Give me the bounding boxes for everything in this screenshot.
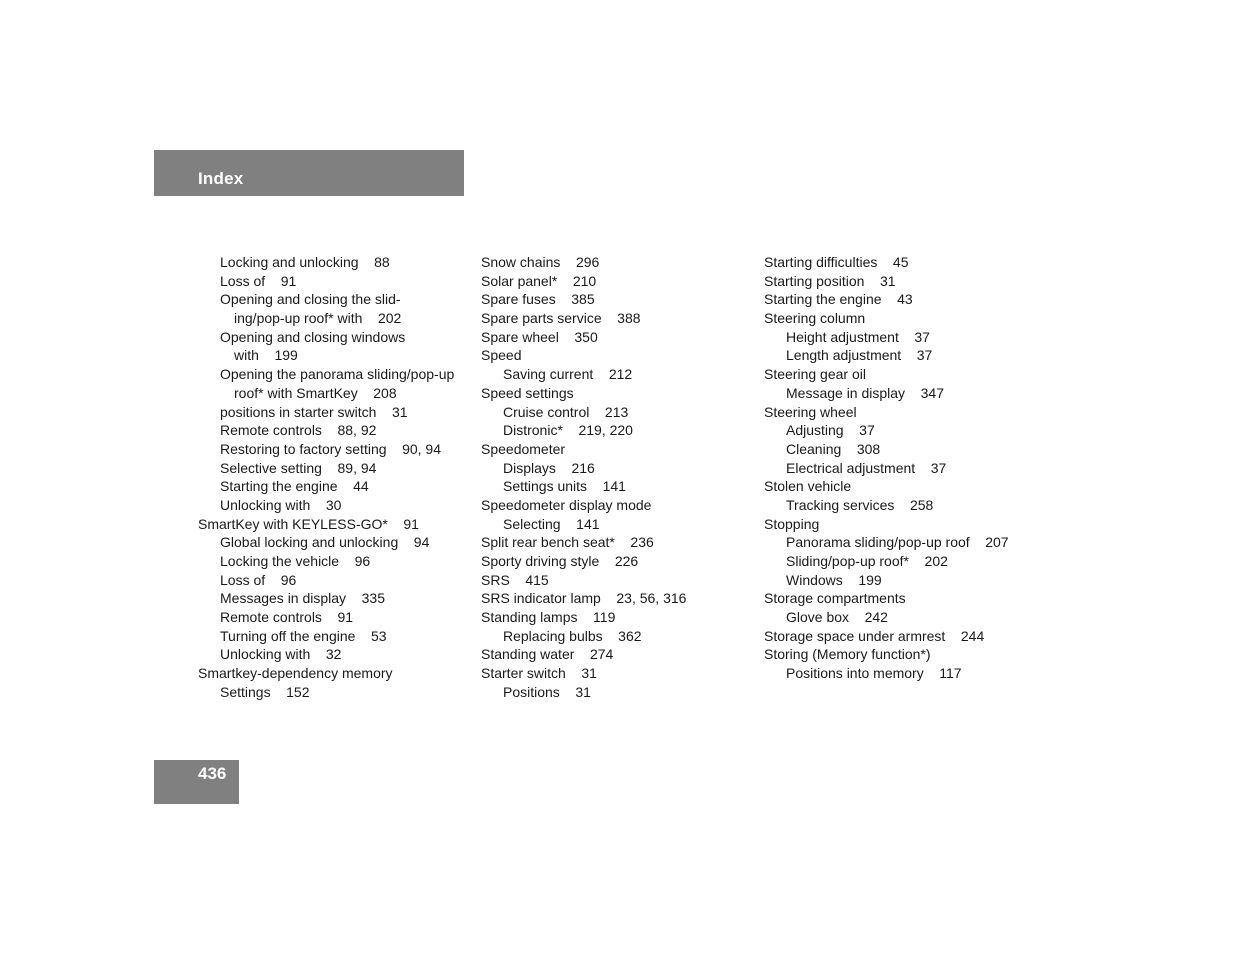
index-subentry: Settings 152 [220,683,310,700]
index-subentry: Messages in display 335 [220,590,385,607]
index-subentry: Distronic* 219, 220 [503,422,633,439]
index-subentry: Locking and unlocking 88 [220,254,390,270]
index-entry: Spare fuses 385 [481,291,595,308]
index-entry: Steering column [764,310,866,327]
index-subentry: with 199 [234,347,298,364]
index-entry: Speedometer [481,440,566,457]
page-number-tab [154,760,239,804]
index-entry: Speed [481,347,522,364]
index-entry: Solar panel* 210 [481,272,597,289]
index-entry: Snow chains 296 [481,254,600,270]
index-subentry: Electrical adjustment 37 [786,459,947,476]
index-subentry: Length adjustment 37 [786,347,933,364]
index-subentry: Locking the vehicle 96 [220,553,371,569]
index-entry: Starting difficulties 45 [764,254,909,270]
index-entry: Steering gear oil [764,366,866,383]
index-entry: Storage compartments [764,590,906,607]
index-entry: Steering wheel [764,403,857,420]
index-subentry: Global locking and unlocking 94 [220,534,430,551]
index-subentry: Tracking services 258 [786,496,934,513]
index-column-3 [764,253,1009,683]
index-subentry: Opening and closing the slid- [220,291,401,308]
index-entry: Standing lamps 119 [481,609,616,626]
index-column-1 [198,253,454,702]
index-entry: Standing water 274 [481,646,614,663]
index-column-2 [481,253,686,702]
index-subentry: Saving current 212 [503,366,633,383]
index-subentry: Adjusting 37 [786,422,875,439]
index-entry: Sporty driving style 226 [481,553,639,569]
index-subentry: Displays 216 [503,459,595,476]
index-subentry: Starting the engine 44 [220,478,369,495]
index-subentry: Turning off the engine 53 [220,627,387,644]
index-entry: Speed settings [481,384,574,401]
index-entry: Speedometer display mode [481,496,652,513]
section-title: Index [198,169,244,188]
index-subentry: Cruise control 213 [503,403,629,420]
index-subentry: Selecting 141 [503,515,600,532]
index-subentry: Cleaning 308 [786,440,881,457]
index-subentry: Windows 199 [786,571,882,588]
index-subentry: Positions into memory 117 [786,665,962,682]
index-subentry: Opening the panorama sliding/pop-up [220,366,455,383]
index-subentry: Restoring to factory setting 90, 94 [220,440,442,457]
index-subentry: Remote controls 91 [220,609,354,626]
index-entry: Spare wheel 350 [481,328,598,345]
index-subentry: Height adjustment 37 [786,328,930,345]
index-subentry: ing/pop-up roof* with 202 [234,310,402,327]
index-entry: Starter switch 31 [481,665,597,682]
index-subentry: Glove box 242 [786,609,888,626]
index-entry: SmartKey with KEYLESS-GO* 91 [198,515,419,532]
index-subentry: Remote controls 88, 92 [220,422,377,439]
index-subentry: Settings units 141 [503,478,626,495]
index-entry: Split rear bench seat* 236 [481,534,654,551]
index-subentry: Positions 31 [503,683,591,700]
index-subentry: Opening and closing windows [220,328,406,345]
index-entry: Stopping [764,515,820,532]
section-header [154,150,464,196]
index-subentry: Sliding/pop-up roof* 202 [786,553,948,569]
index-subentry: roof* with SmartKey 208 [234,384,397,401]
index-entry: Storage space under armrest 244 [764,627,985,644]
index-entry: Starting position 31 [764,272,896,289]
index-entry: SRS indicator lamp 23, 56, 316 [481,590,687,607]
index-subentry: Unlocking with 32 [220,646,342,663]
index-entry: SRS 415 [481,571,549,588]
index-subentry: positions in starter switch 31 [220,403,408,420]
index-entry: Smartkey-dependency memory [198,665,393,682]
index-subentry: Unlocking with 30 [220,496,342,513]
index-entry: Storing (Memory function*) [764,646,931,663]
index-entry: Stolen vehicle [764,478,852,495]
index-entry: Spare parts service 388 [481,310,641,327]
index-subentry: Loss of 91 [220,272,297,289]
index-entry: Starting the engine 43 [764,291,913,308]
index-subentry: Message in display 347 [786,384,944,401]
index-subentry: Selective setting 89, 94 [220,459,377,476]
index-subentry: Loss of 96 [220,571,297,588]
page-number: 436 [198,764,227,783]
index-subentry: Panorama sliding/pop-up roof 207 [786,534,1009,551]
index-subentry: Replacing bulbs 362 [503,627,642,644]
